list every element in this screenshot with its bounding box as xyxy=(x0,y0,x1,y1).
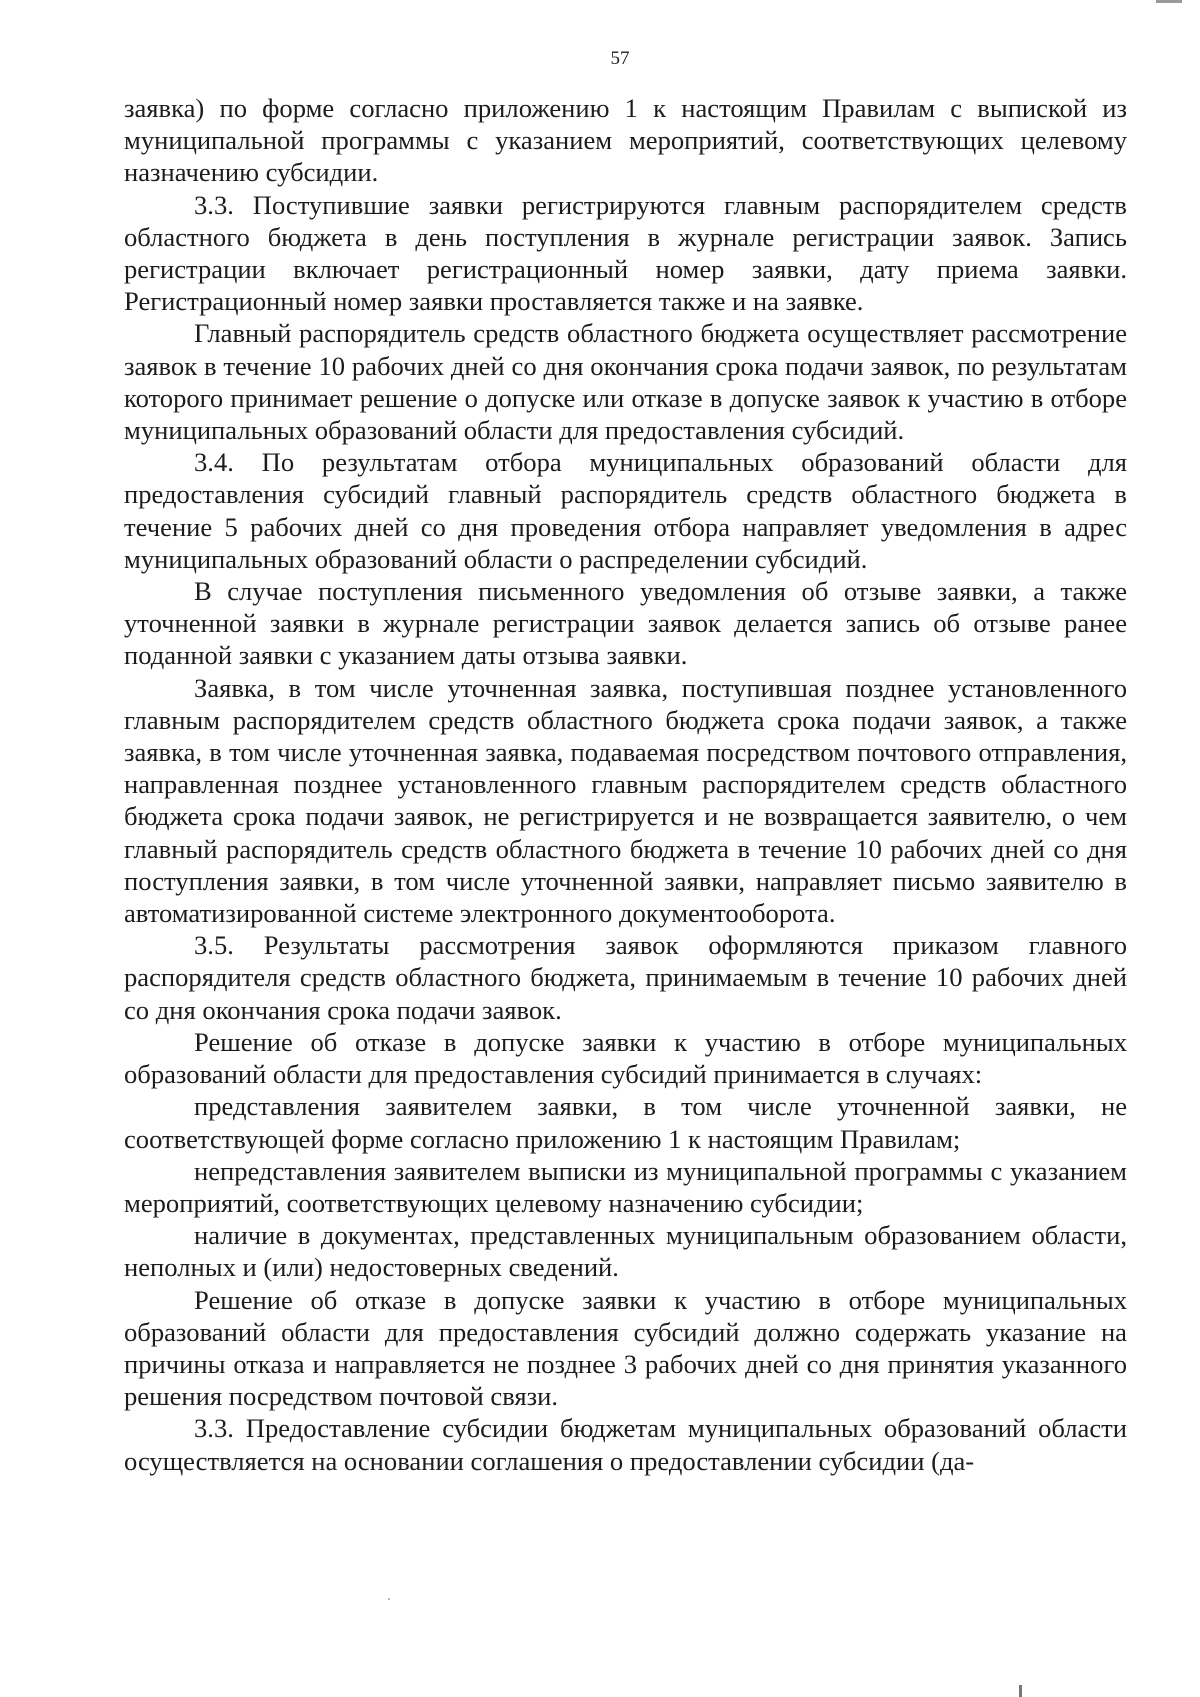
paragraph-review-of-applications: Главный распорядитель средств областного бюджета осуществляет рассмотрение заявок в течение 10 рабочих дней со дня окончания срока подачи заявок, по результатам которого принимает решение о допуске или отказе в допуске заявок к участию в отборе муниципальных образований области для предоставления субсидий. xyxy=(124,318,1127,446)
paragraph-withdrawal-notice: В случае поступления письменного уведомления об отзыве заявки, а также уточненной заявки в журнале регистрации заявок делается запись об отзыве ранее поданной заявки с указанием даты отзыва заявки. xyxy=(124,576,1127,671)
paragraph-3-4-selection-results: 3.4. По результатам отбора муниципальных образований области для предоставления субсидий главный распорядитель средств областного бюджета в течение 5 рабочих дней со дня проведения отбора направляет уведомления в адрес муниципальных образований области о распределении субсидий. xyxy=(124,447,1127,574)
paragraph-3-3-registration: 3.3. Поступившие заявки регистрируются главным распорядителем средств областного бюджета в день поступления в журнале регистрации заявок. Запись регистрации включает регистрационный номер заявки, дату приема заявки. Регистрационный номер заявки проставляется также и на заявке. xyxy=(124,189,1127,317)
list-item-nonconforming-form: представления заявителем заявки, в том числе уточненной заявки, не соответствующей форме согласно приложению 1 к настоящим Правилам; xyxy=(124,1091,1127,1154)
paragraph-refusal-cases: Решение об отказе в допуске заявки к участию в отборе муниципальных образований области для предоставления субсидий принимается в случаях: xyxy=(124,1026,1127,1090)
page-number: 57 xyxy=(610,48,630,69)
list-item-missing-extract: непредставления заявителем выписки из муниципальной программы с указанием мероприятий, соответствующих целевому назначению субсидии; xyxy=(124,1155,1127,1218)
paragraph-3-3-subsidy-agreement: 3.3. Предоставление субсидии бюджетам муниципальных образований области осуществляется на основании соглашения о предоставлении субсидии (да- xyxy=(124,1413,1127,1476)
paragraph-continuation: заявка) по форме согласно приложению 1 к настоящим Правилам с выпиской из муниципальной программы с указанием мероприятий, соответствующих целевому назначению субсидии. xyxy=(124,93,1127,188)
scan-edge-mark xyxy=(1156,0,1182,3)
scan-speck xyxy=(388,1598,390,1600)
paragraph-3-5-review-results: 3.5. Результаты рассмотрения заявок оформляются приказом главного распорядителя средств областного бюджета, принимаемым в течение 10 рабочих дней со дня окончания срока подачи заявок. xyxy=(124,930,1127,1025)
paragraph-late-applications: Заявка, в том числе уточненная заявка, поступившая позднее установленного главным распорядителем средств областного бюджета срока подачи заявок, а также заявка, в том числе уточненная заявка, подаваемая посредством почтового отправления, направленная позднее установленного главным распорядителем средств областного бюджета срока подачи заявок, не регистрируется и не возвращается заявителю, о чем главный распорядитель средств областного бюджета в течение 10 рабочих дней со дня поступления заявки, в том числе уточненной заявки, направляет письмо заявителю в автоматизированной системе электронного документооборота. xyxy=(124,672,1127,929)
list-item-incomplete-information: наличие в документах, представленных муниципальным образованием области, неполных и (или) недостоверных сведений. xyxy=(124,1220,1127,1283)
document-body xyxy=(124,92,1127,1477)
paragraph-refusal-content: Решение об отказе в допуске заявки к участию в отборе муниципальных образований области для предоставления субсидий должно содержать указание на причины отказа и направляется не позднее 3 рабочих дней со дня принятия указанного решения посредством почтовой связи. xyxy=(124,1284,1127,1412)
scan-edge-mark-bottom xyxy=(1019,1685,1022,1697)
